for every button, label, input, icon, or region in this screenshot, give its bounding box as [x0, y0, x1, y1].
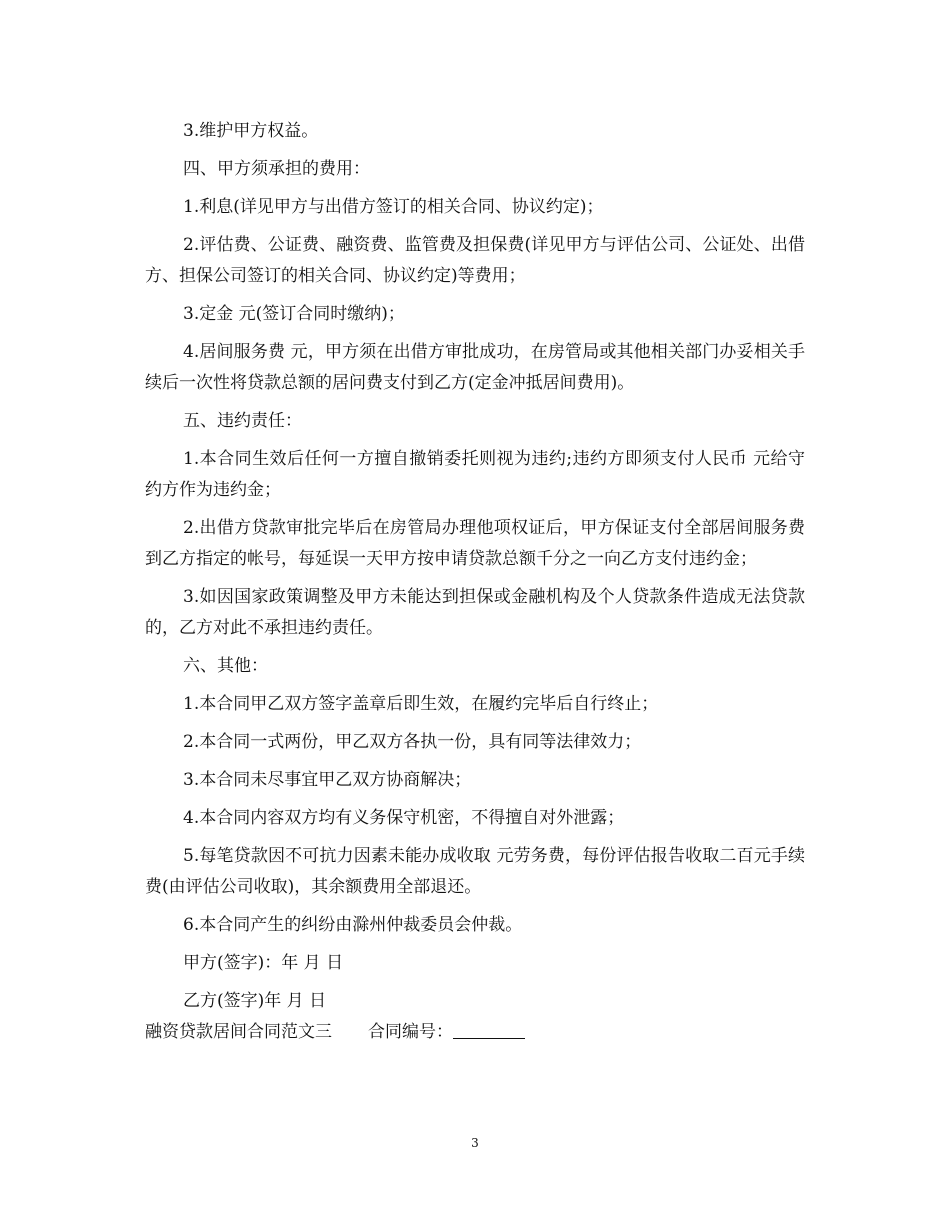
page-number: 3 [471, 1136, 479, 1150]
section-heading-fees: 四、甲方须承担的费用： [183, 159, 370, 179]
paragraph-liability-3: 3.如因国家政策调整及甲方未能达到担保或金融机构及个人贷款条件造成无法贷款的，乙方对此不承担违约责任。 [145, 587, 805, 638]
signature-party-b: 乙方(签字)年 月 日 [183, 991, 327, 1011]
paragraph-1: 3.维护甲方权益。 [183, 121, 319, 141]
paragraph-liability-2: 2.出借方贷款审批完毕后在房管局办理他项权证后，甲方保证支付全部居间服务费到乙方指定的帐号，每延误一天甲方按申请贷款总额千分之一向乙方支付违约金； [145, 518, 805, 569]
paragraph-other-4: 4.本合同内容双方均有义务保守机密，不得擅自对外泄露； [183, 808, 625, 828]
contract-number-blank [453, 1021, 525, 1039]
next-contract-title-line [145, 1017, 805, 1048]
next-contract-title: 融资贷款居间合同范文三 [145, 1022, 332, 1042]
section-heading-liability: 五、违约责任： [183, 411, 302, 431]
paragraph-liability-1: 1.本合同生效后任何一方擅自撤销委托则视为违约;违约方即须支付人民币 元给守约方作为违约金； [145, 449, 805, 500]
paragraph-fee-interest: 1.利息(详见甲方与出借方签订的相关合同、协议约定)； [183, 197, 604, 217]
signature-party-a: 甲方(签字)：年 月 日 [183, 953, 344, 973]
paragraph-other-2: 2.本合同一式两份，甲乙双方各执一份，具有同等法律效力； [183, 732, 642, 752]
contract-number-label: 合同编号： [368, 1022, 453, 1042]
paragraph-other-5: 5.每笔贷款因不可抗力因素未能办成收取 元劳务费，每份评估报告收取二百元手续费(由评估公司收取)，其余额费用全部退还。 [145, 846, 805, 897]
paragraph-fee-deposit: 3.定金 元(签订合同时缴纳)； [183, 304, 405, 324]
paragraph-other-1: 1.本合同甲乙双方签字盖章后即生效，在履约完毕后自行终止； [183, 694, 659, 714]
paragraph-fee-assessment: 2.评估费、公证费、融资费、监管费及担保费(详见甲方与评估公司、公证处、出借方、担保公司签订的相关合同、协议约定)等费用； [145, 235, 805, 286]
paragraph-other-3: 3.本合同未尽事宜甲乙双方协商解决； [183, 770, 472, 790]
paragraph-other-6: 6.本合同产生的纠纷由滁州仲裁委员会仲裁。 [183, 915, 523, 935]
section-heading-other: 六、其他： [183, 656, 268, 676]
document-body [145, 116, 805, 1048]
paragraph-fee-service: 4.居间服务费 元，甲方须在出借方审批成功，在房管局或其他相关部门办妥相关手续后一次性将贷款总额的居问费支付到乙方(定金冲抵居间费用)。 [145, 342, 805, 393]
